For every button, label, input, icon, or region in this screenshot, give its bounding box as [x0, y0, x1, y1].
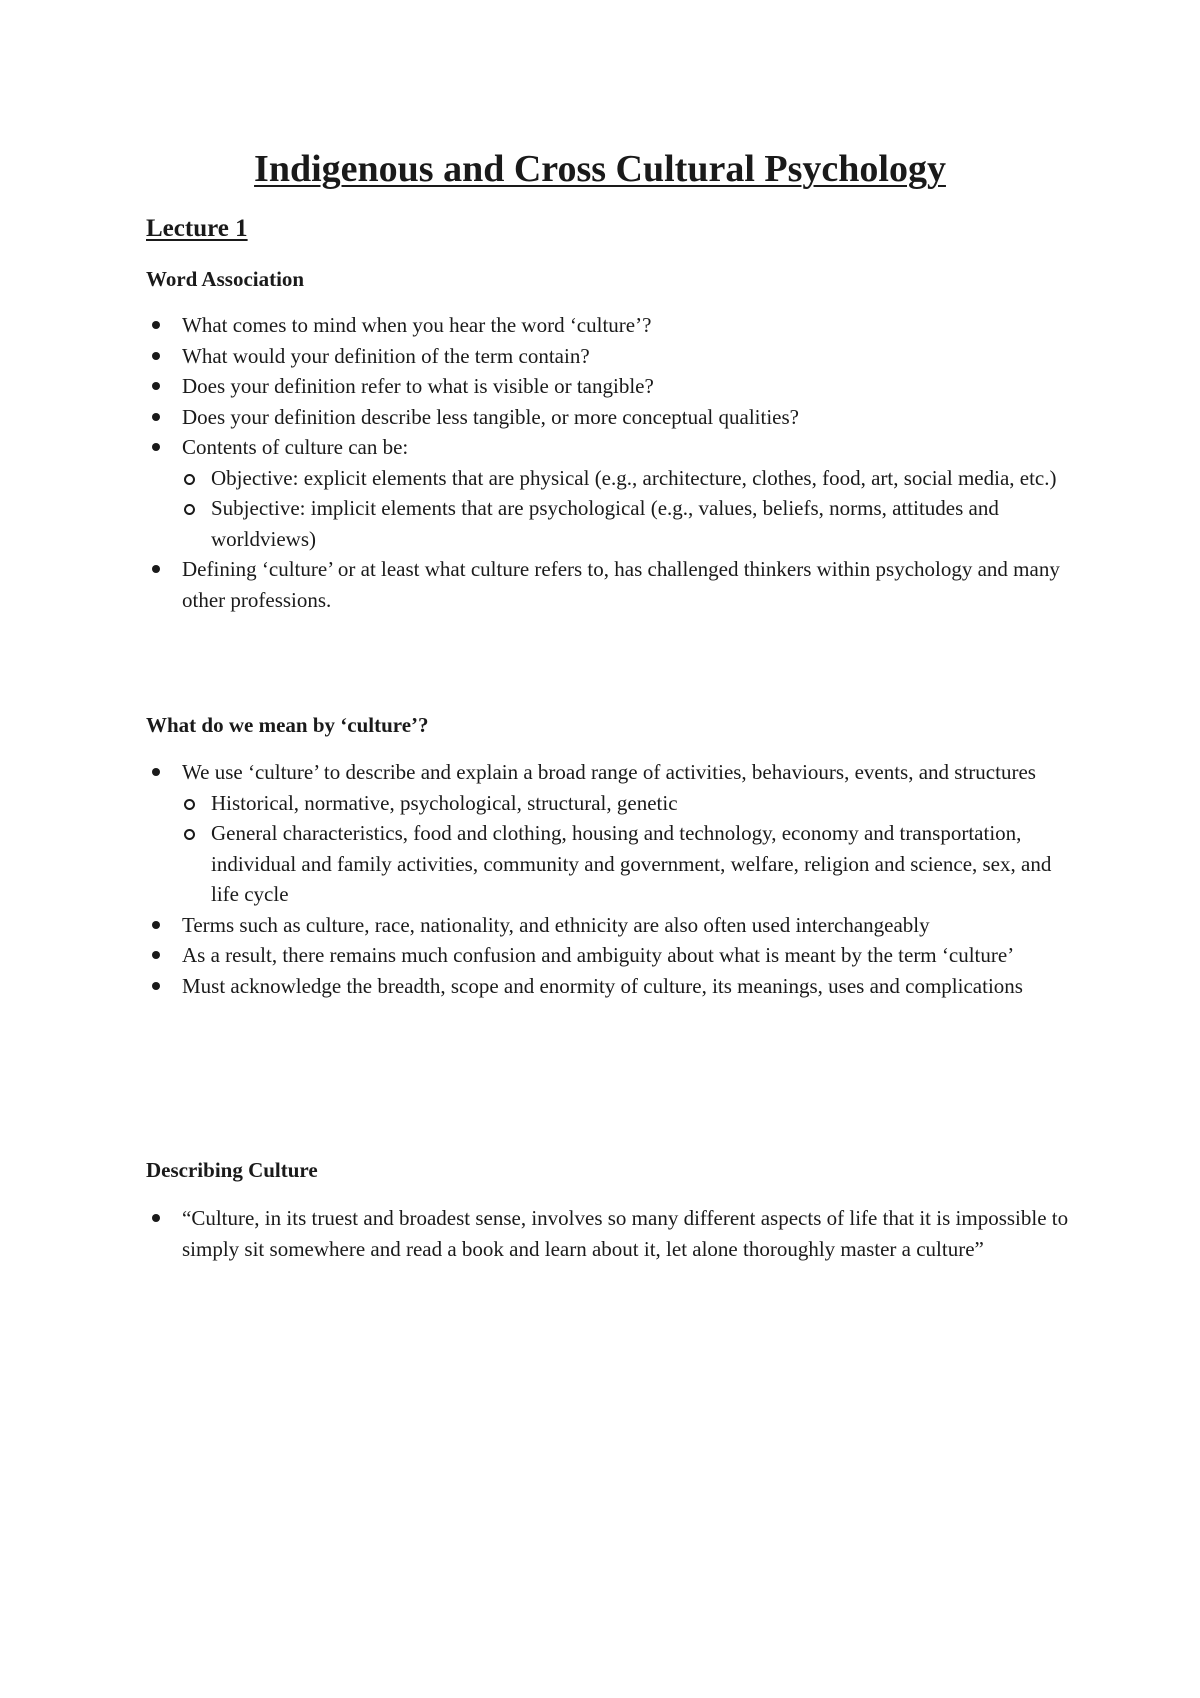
bullet-icon: [152, 352, 160, 360]
sub-list-item: [146, 818, 1076, 910]
list-item: [146, 432, 1076, 463]
list-item-text: Defining ‘culture’ or at least what culture refers to, has challenged thinkers within psychology and many other professions.: [182, 557, 1060, 612]
list-item-text: Must acknowledge the breadth, scope and enormity of culture, its meanings, uses and complications: [182, 973, 1023, 998]
list-item: [146, 971, 1076, 1002]
lecture-heading: Lecture 1: [146, 215, 248, 242]
describing-culture-list: [146, 1203, 1076, 1264]
list-item-text: As a result, there remains much confusion and ambiguity about what is meant by the term ‘culture’: [182, 943, 1015, 967]
bullet-icon: [152, 382, 160, 390]
list-item-text: We use ‘culture’ to describe and explain a broad range of activities, behaviours, events, and structures: [182, 760, 1036, 784]
bullet-icon: [152, 565, 160, 573]
section-heading-describing-culture: Describing Culture: [146, 1158, 318, 1182]
list-item: [146, 757, 1076, 788]
list-item-text: “Culture, in its truest and broadest sense, involves so many different aspects of life that it is impossible to simply sit somewhere and read a book and learn about it, let alone thoroughly master a culture”: [182, 1206, 1069, 1261]
bullet-icon: [152, 921, 160, 929]
page-title: Indigenous and Cross Cultural Psychology: [254, 148, 946, 190]
bullet-icon: [152, 321, 160, 329]
hollow-bullet-icon: [184, 504, 195, 515]
culture-meaning-list: [146, 757, 1076, 1001]
hollow-bullet-icon: [184, 799, 195, 810]
list-item-text: Subjective: implicit elements that are psychological (e.g., values, beliefs, norms, attitudes and worldviews): [211, 496, 999, 551]
sub-list-item: [146, 463, 1076, 494]
list-item: [146, 910, 1076, 941]
sub-list-item: [146, 788, 1076, 819]
bullet-icon: [152, 982, 160, 990]
sub-list-item: [146, 493, 1076, 554]
list-item-text: Terms such as culture, race, nationality, and ethnicity are also often used interchangeably: [182, 912, 930, 937]
list-item-text: Historical, normative, psychological, structural, genetic: [211, 790, 678, 815]
list-item-text: What comes to mind when you hear the word ‘culture’?: [182, 313, 652, 337]
list-item: [146, 341, 1076, 372]
list-item-text: Does your definition refer to what is visible or tangible?: [182, 374, 654, 398]
list-item-text: Objective: explicit elements that are physical (e.g., architecture, clothes, food, art, social media, etc.): [211, 465, 1057, 490]
list-item-text: What would your definition of the term contain?: [182, 343, 590, 368]
list-item: [146, 940, 1076, 971]
list-item-text: General characteristics, food and clothing, housing and technology, economy and transportation, individual and family activities, community and government, welfare, religion and science, sex, and life cycle: [211, 821, 1052, 906]
hollow-bullet-icon: [184, 829, 195, 840]
list-item: [146, 310, 1076, 341]
bullet-icon: [152, 768, 160, 776]
bullet-icon: [152, 413, 160, 421]
section-heading-culture-meaning: What do we mean by ‘culture’?: [146, 713, 429, 737]
list-item: [146, 402, 1076, 433]
list-item: [146, 371, 1076, 402]
hollow-bullet-icon: [184, 474, 195, 485]
list-item-text: Contents of culture can be:: [182, 435, 409, 459]
word-association-list: [146, 310, 1076, 615]
list-item: [146, 1203, 1076, 1264]
list-item: [146, 554, 1076, 615]
bullet-icon: [152, 443, 160, 451]
section-heading-word-association: Word Association: [146, 267, 305, 291]
list-item-text: Does your definition describe less tangible, or more conceptual qualities?: [182, 404, 799, 429]
bullet-icon: [152, 951, 160, 959]
bullet-icon: [152, 1214, 160, 1222]
